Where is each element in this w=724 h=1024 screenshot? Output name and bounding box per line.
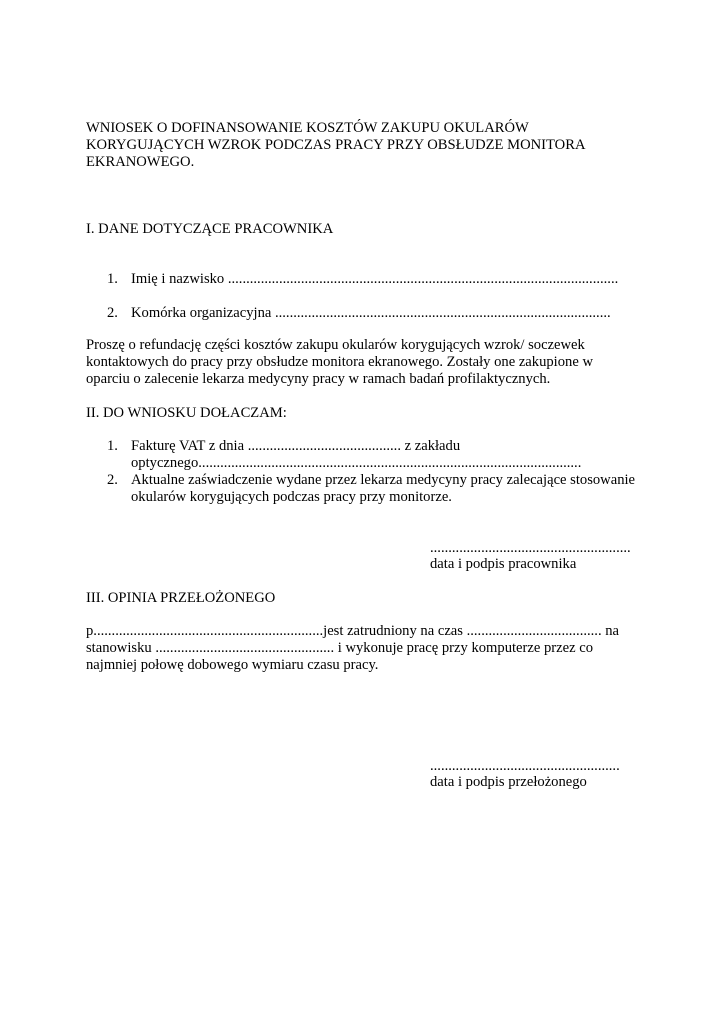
list-number: 1. — [107, 438, 118, 454]
invoice-line-1: Fakturę VAT z dnia .......................................... z zakładu — [131, 438, 461, 454]
section-1-heading: I. DANE DOTYCZĄCE PRACOWNIKA — [86, 221, 334, 237]
list-number: 1. — [107, 271, 118, 287]
request-paragraph-line-1: Proszę o refundację części kosztów zakupu okularów korygujących wzrok/ soczewek — [86, 337, 585, 353]
section-3-heading: III. OPINIA PRZEŁOŻONEGO — [86, 590, 276, 606]
department-field — [107, 305, 611, 322]
document-title — [86, 120, 646, 171]
section-2-heading: II. DO WNIOSKU DOŁACZAM: — [86, 405, 287, 421]
request-paragraph — [86, 337, 593, 388]
list-number: 2. — [107, 472, 118, 488]
supervisor-opinion-text — [86, 623, 619, 674]
certificate-line-1: Aktualne zaświadczenie wydane przez lekarza medycyny pracy zalecające stosowanie — [131, 472, 636, 488]
employee-name-label: Imię i nazwisko ........................................................................................................... — [131, 271, 619, 287]
supervisor-signature-label: data i podpis przełożonego — [430, 774, 587, 790]
employee-signature-label: data i podpis pracownika — [430, 556, 577, 572]
invoice-line-2: optycznego......................................................................................................... — [131, 455, 582, 471]
supervisor-signature-dots: .................................................... — [430, 758, 620, 774]
opinion-line-2: stanowisku ................................................. i wykonuje pracę przy komputerze przez co — [86, 640, 594, 656]
attachment-certificate — [107, 472, 635, 506]
opinion-line-3: najmniej połowę dobowego wymiaru czasu pracy. — [86, 657, 379, 673]
attachment-invoice — [107, 438, 581, 472]
opinion-line-1: p...............................................................jest zatrudniony na czas ..................................... na — [86, 623, 620, 639]
list-number: 2. — [107, 305, 118, 321]
certificate-line-2: okularów korygujących podczas pracy przy monitorze. — [131, 489, 452, 505]
title-line-2: KORYGUJĄCYCH WZROK PODCZAS PRACY PRZY OBSŁUDZE MONITORA — [86, 137, 586, 153]
request-paragraph-line-3: oparciu o zalecenie lekarza medycyny pracy w ramach badań profilaktycznych. — [86, 371, 551, 387]
employee-name-field — [107, 271, 618, 288]
title-line-1: WNIOSEK O DOFINANSOWANIE KOSZTÓW ZAKUPU OKULARÓW — [86, 120, 529, 136]
department-label: Komórka organizacyjna ............................................................................................ — [131, 305, 611, 321]
title-line-3: EKRANOWEGO. — [86, 154, 195, 170]
request-paragraph-line-2: kontaktowych do pracy przy obsłudze monitora ekranowego. Zostały one zakupione w — [86, 354, 593, 370]
employee-signature-dots: ....................................................... — [430, 540, 631, 556]
